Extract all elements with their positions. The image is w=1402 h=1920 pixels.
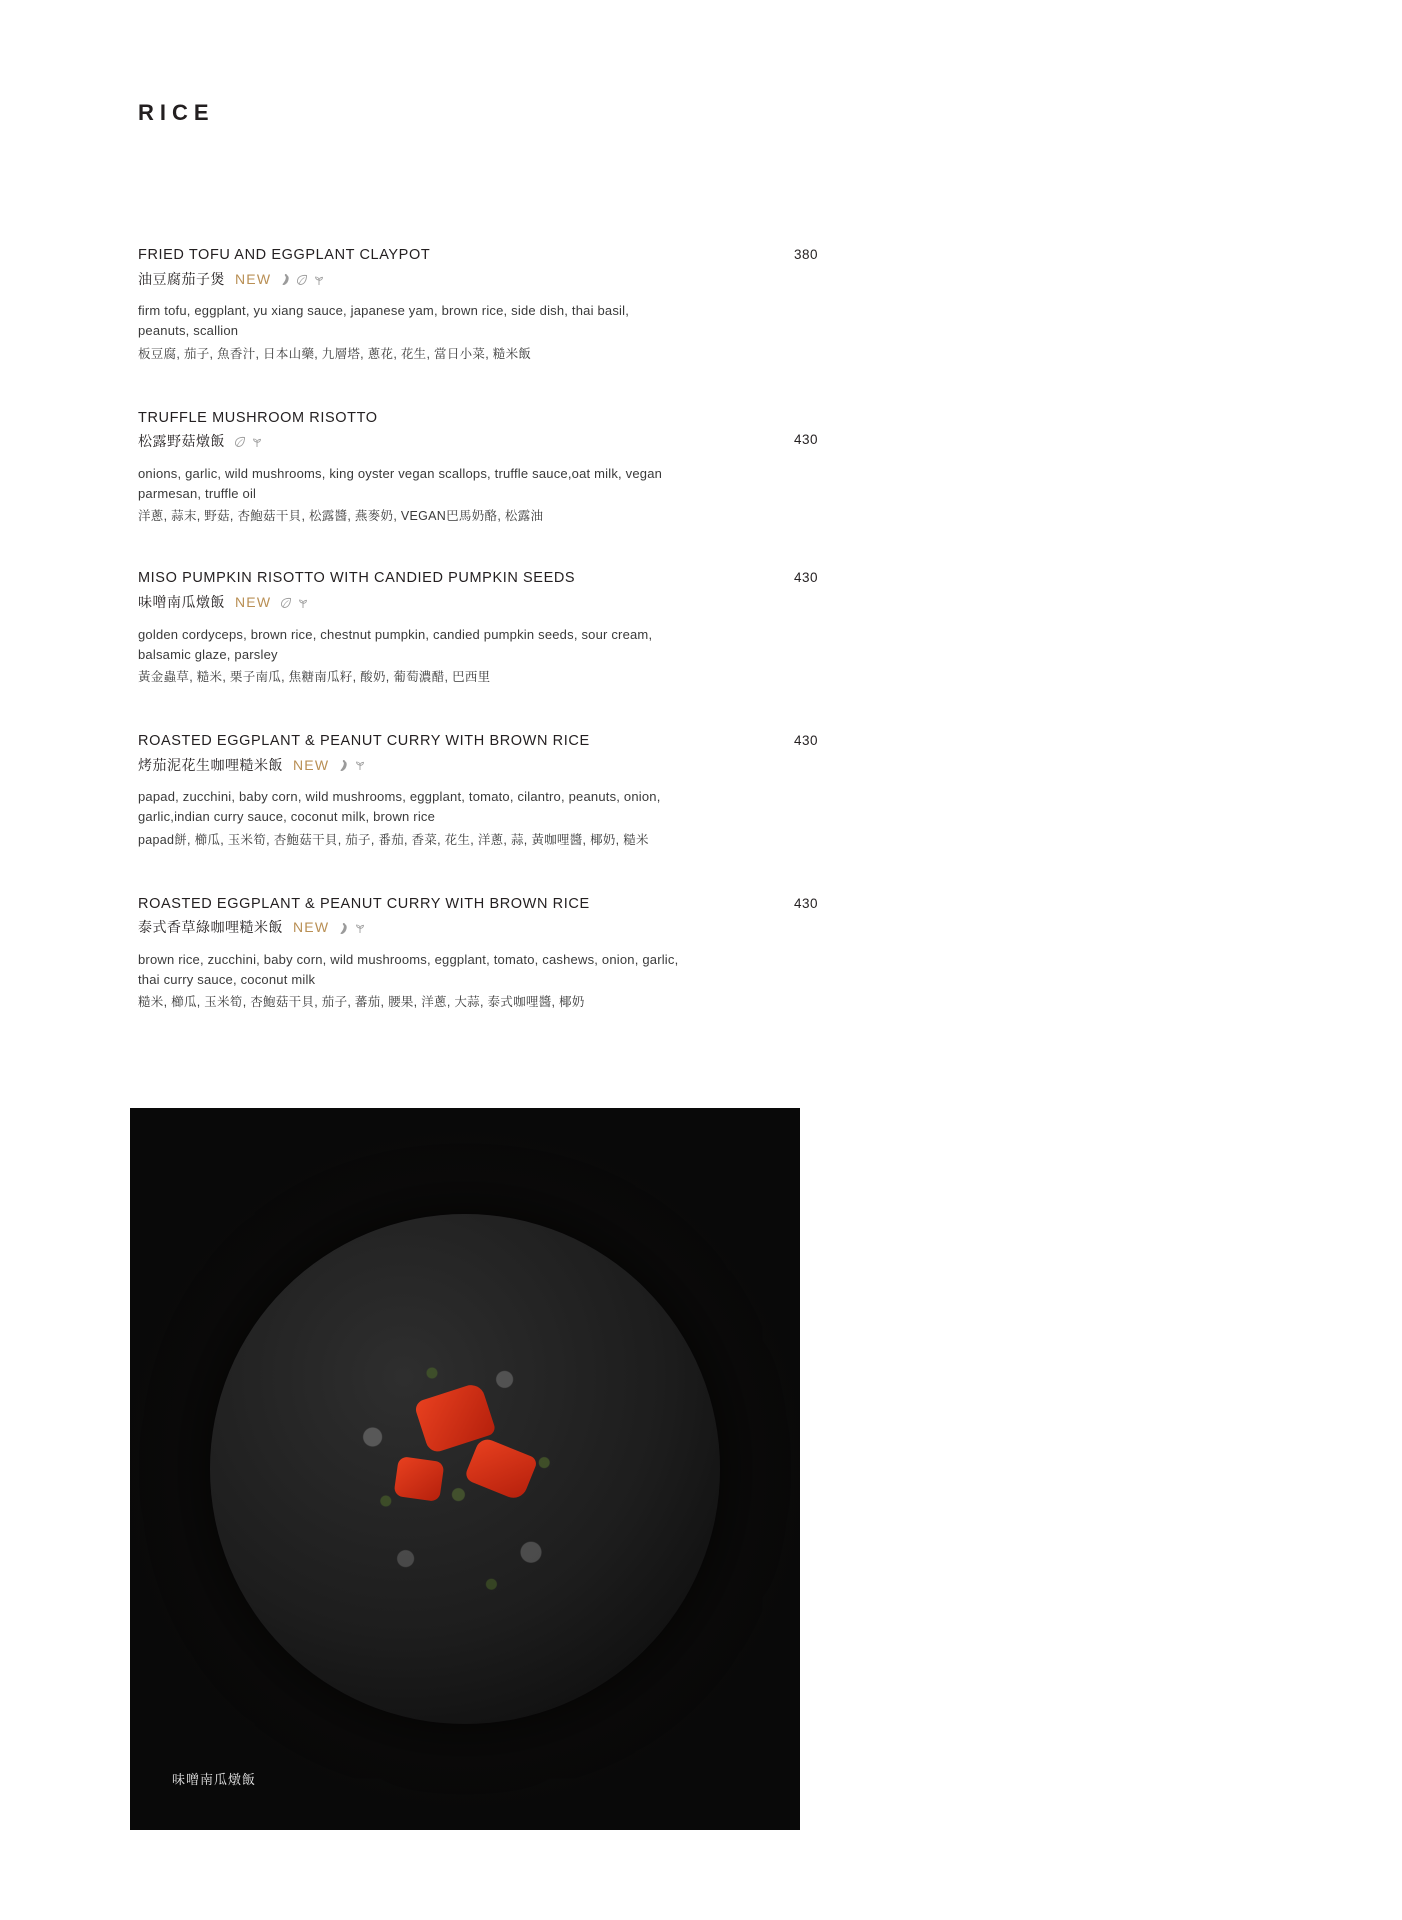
menu-item-price: 430 (793, 431, 818, 447)
menu-item-name-en: ROASTED EGGPLANT & PEANUT CURRY WITH BROWN RICE (138, 895, 590, 912)
menu-item-header (138, 568, 818, 612)
menu-item-price: 430 (793, 732, 818, 748)
menu-item-description-en: papad, zucchini, baby corn, wild mushrooms, eggplant, tomato, cilantro, peanuts, onion, garlic,indian curry sauce, coconut milk, brown rice (138, 789, 661, 825)
sprout-icon (354, 759, 366, 771)
menu-item-name-zh: 味噌南瓜燉飯 (138, 594, 225, 610)
sprout-icon (354, 922, 366, 934)
menu-item-price: 430 (793, 895, 818, 911)
menu-item-name-zh: 油豆腐茄子煲 (138, 270, 225, 287)
menu-item-subheader (138, 918, 818, 938)
menu-item-name-en: FRIED TOFU AND EGGPLANT CLAYPOT (138, 247, 431, 263)
menu-item-description-en: brown rice, zucchini, baby corn, wild mushrooms, eggplant, tomato, cashews, onion, garlic, thai curry sauce, coconut milk (138, 951, 679, 987)
photo-caption: 味噌南瓜燉飯 (172, 1772, 257, 1787)
diet-icon-group (280, 597, 309, 609)
chili-pepper-icon (280, 273, 291, 286)
new-badge: NEW (293, 919, 330, 936)
menu-item-description-en: golden cordyceps, brown rice, chestnut pumpkin, candied pumpkin seeds, sour cream, balsamic glaze, parsley (138, 626, 653, 662)
menu-item-description-zh: 糙米, 櫛瓜, 玉米筍, 杏鮑菇干貝, 茄子, 蕃茄, 腰果, 洋蔥, 大蒜, 泰式咖哩醬, 椰奶 (138, 995, 585, 1010)
menu-item-name-en: ROASTED EGGPLANT & PEANUT CURRY WITH BROWN RICE (138, 732, 590, 749)
menu-item (138, 408, 818, 527)
menu-item-subheader (138, 432, 818, 452)
diet-icon-group (338, 759, 366, 772)
leaf-icon (234, 436, 246, 448)
menu-item-name-en: MISO PUMPKIN RISOTTO WITH CANDIED PUMPKIN SEEDS (138, 570, 576, 587)
chili-pepper-icon (338, 759, 349, 772)
sprout-icon (251, 436, 263, 448)
menu-item (138, 894, 818, 1013)
new-badge: NEW (235, 270, 272, 287)
menu-item-header (138, 894, 818, 938)
menu-item-header (138, 408, 818, 452)
chili-pepper-icon (338, 922, 349, 935)
menu-item-header (138, 245, 818, 289)
menu-item-list (138, 245, 818, 1056)
new-badge: NEW (235, 594, 272, 610)
diet-icon-group (280, 273, 325, 286)
menu-item-name-en: TRUFFLE MUSHROOM RISOTTO (138, 409, 378, 426)
diet-icon-group (338, 922, 366, 935)
menu-item-description-zh: papad餅, 櫛瓜, 玉米筍, 杏鮑菇干貝, 茄子, 番茄, 香菜, 花生, 洋蔥, 蒜, 黃咖哩醬, 椰奶, 糙米 (138, 832, 649, 847)
menu-item-header (138, 731, 818, 775)
new-badge: NEW (293, 756, 330, 773)
menu-item-price: 380 (793, 247, 818, 262)
menu-item-price: 430 (793, 570, 818, 586)
menu-item-subheader (138, 270, 818, 290)
menu-item-name-zh: 烤茄泥花生咖哩糙米飯 (138, 756, 283, 773)
pepper-piece (394, 1456, 445, 1502)
dish-photo (130, 1108, 800, 1830)
menu-item-description-en: onions, garlic, wild mushrooms, king oyster vegan scallops, truffle sauce,oat milk, vegan parmesan, truffle oil (138, 465, 663, 502)
menu-item-subheader (138, 756, 818, 776)
risotto-graphic (300, 1309, 630, 1629)
menu-item-name-zh: 松露野菇燉飯 (138, 433, 225, 450)
diet-icon-group (234, 436, 263, 448)
menu-item-description-zh: 洋蔥, 蒜末, 野菇, 杏鮑菇干貝, 松露醬, 燕麥奶, VEGAN巴馬奶酪, 松露油 (138, 509, 544, 524)
sprout-icon (313, 274, 325, 286)
menu-item (138, 245, 818, 364)
menu-item-description-zh: 板豆腐, 茄子, 魚香汁, 日本山藥, 九層塔, 蔥花, 花生, 當日小菜, 糙米飯 (138, 346, 532, 361)
menu-item (138, 568, 818, 687)
page-title: RICE (138, 100, 215, 125)
menu-item (138, 731, 818, 850)
menu-item-subheader (138, 593, 818, 613)
sprout-icon (297, 597, 309, 609)
leaf-icon (280, 597, 292, 609)
plate-graphic (210, 1214, 720, 1724)
menu-item-name-zh: 泰式香草綠咖哩糙米飯 (138, 919, 283, 936)
leaf-icon (296, 274, 308, 286)
menu-item-description-zh: 黃金蟲草, 糙米, 栗子南瓜, 焦糖南瓜籽, 酸奶, 葡萄濃醋, 巴西里 (138, 669, 491, 684)
menu-item-description-en: firm tofu, eggplant, yu xiang sauce, japanese yam, brown rice, side dish, thai basil, peanuts, scallion (138, 303, 630, 339)
